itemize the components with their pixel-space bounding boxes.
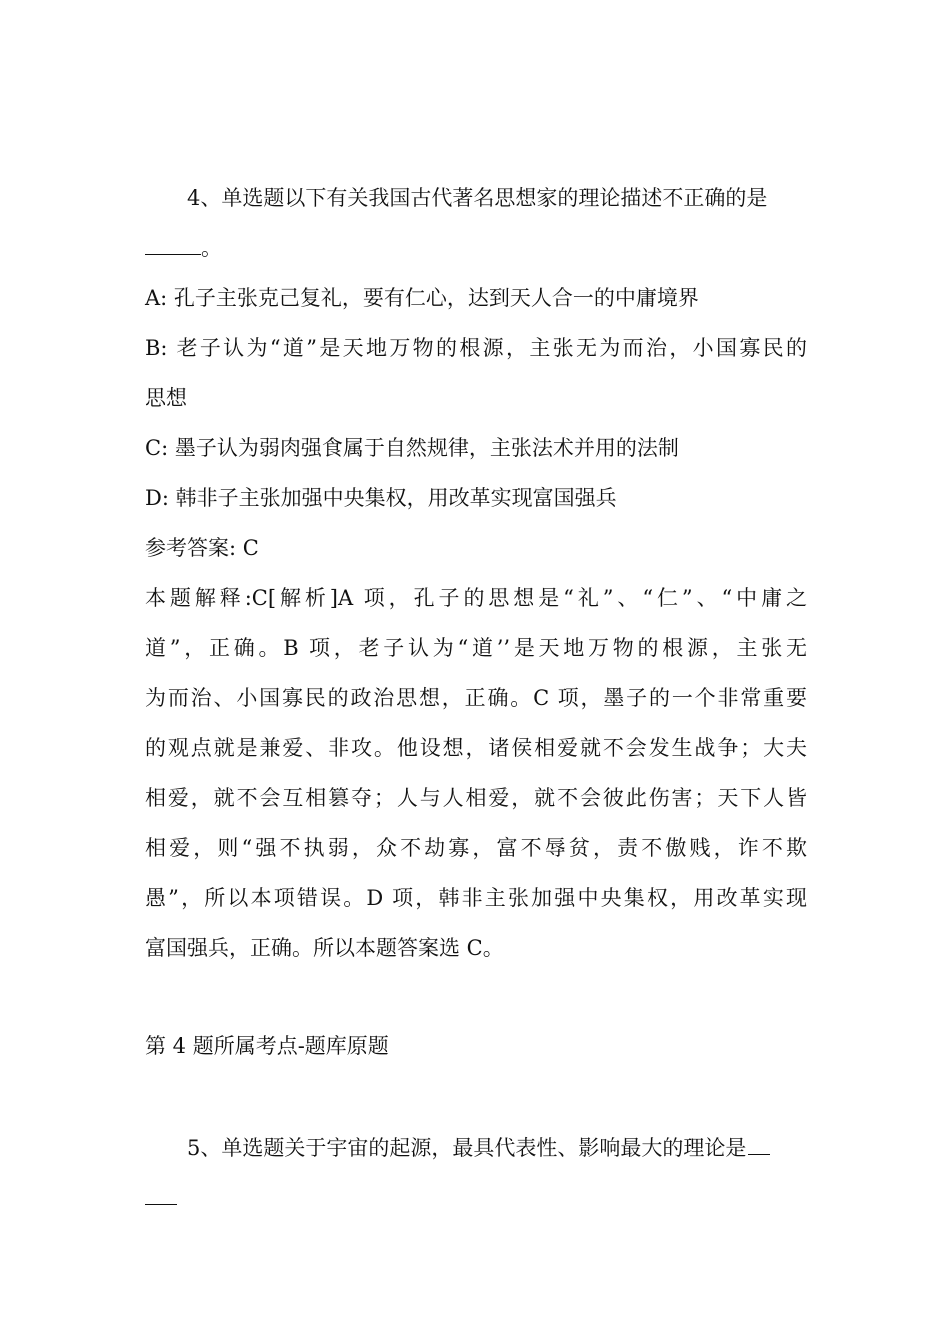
q4-option-d: D: 韩非子主张加强中央集权，用改革实现富国强兵 <box>145 486 617 510</box>
q4-explanation-line: 富国强兵，正确。所以本题答案选 C。 <box>145 936 504 960</box>
q4-answer: 参考答案: C <box>145 536 259 560</box>
q4-option-a: A: 孔子主张克己复礼，要有仁心，达到天人合一的中庸境界 <box>145 286 699 310</box>
answer-blank <box>145 1203 177 1205</box>
q4-explanation-line: 愚”，所以本项错误。D 项，韩非主张加强中央集权，用改革实现 <box>145 886 807 910</box>
q4-explanation-line: 道”，正确。B 项，老子认为“道’’是天地万物的根源，主张无 <box>145 636 807 660</box>
q5-stem-line2 <box>145 1183 807 1213</box>
q5-stem-line1 <box>145 1133 849 1163</box>
q4-stem-line2 <box>145 233 807 263</box>
q4-stem-line1: 4、单选题以下有关我国古代著名思想家的理论描述不正确的是 <box>187 186 768 210</box>
answer-blank <box>748 1153 770 1155</box>
q4-explanation-line: 的观点就是兼爱、非攻。他设想，诸侯相爱就不会发生战争；大夫 <box>145 736 807 760</box>
q4-explanation-line: 相爱，则“强不执弱，众不劫寡，富不辱贫，责不傲贱，诈不欺 <box>145 836 807 860</box>
q4-explanation-line: 本题解释:C[解析]A 项，孔子的思想是“礼”、“仁”、“中庸之 <box>145 586 807 610</box>
q4-stem-suffix: 。 <box>201 236 222 260</box>
q4-knowledge-point: 第 4 题所属考点-题库原题 <box>145 1034 389 1058</box>
q4-option-b-line2: 思想 <box>145 386 187 410</box>
answer-blank <box>145 253 201 255</box>
q5-stem-text: 5、单选题关于宇宙的起源，最具代表性、影响最大的理论是 <box>187 1136 747 1160</box>
q4-explanation-line: 为而治、小国寡民的政治思想，正确。C 项，墨子的一个非常重要 <box>145 686 807 710</box>
q4-option-c: C: 墨子认为弱肉强食属于自然规律，主张法术并用的法制 <box>145 436 679 460</box>
q4-option-b-line1: B: 老子认为“道”是天地万物的根源，主张无为而治，小国寡民的 <box>145 336 807 360</box>
q4-explanation-line: 相爱，就不会互相篡夺；人与人相爱，就不会彼此伤害；天下人皆 <box>145 786 807 810</box>
